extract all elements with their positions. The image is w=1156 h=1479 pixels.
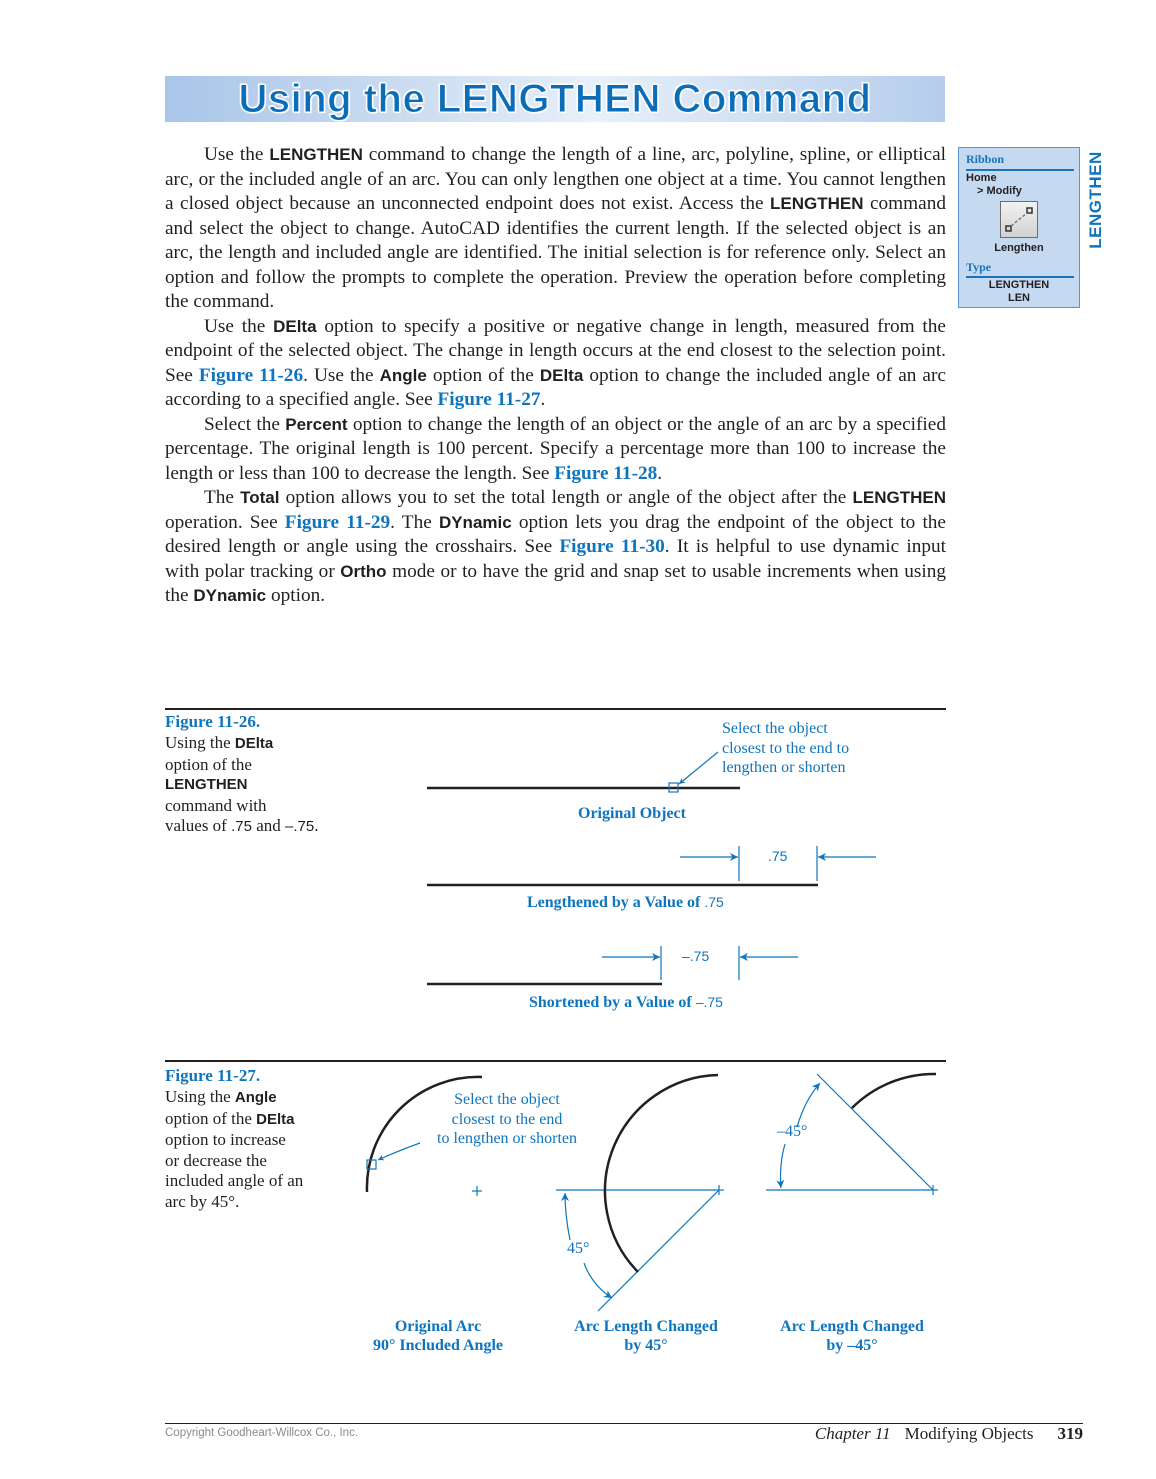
ribbon-panel: > Modify [977, 185, 1022, 197]
option-keyword: DElta [256, 1110, 295, 1128]
command-keyword: LENGTHEN [165, 776, 248, 793]
text: arc by 45°. [165, 1191, 240, 1211]
tool-label: Lengthen [994, 242, 1044, 254]
text: . It is helpful to use dynamic input with polar tracking or [165, 536, 946, 582]
label-line: by 45° [624, 1337, 668, 1354]
text: option of the [165, 1108, 257, 1128]
label-line: Arc Length Changed [574, 1318, 718, 1335]
figure-11-27-title: Figure 11-27. [165, 1066, 261, 1085]
option-keyword: Percent [285, 414, 348, 434]
text: option of the [165, 754, 252, 774]
text: included angle of an [165, 1171, 304, 1190]
option-keyword: Total [240, 488, 280, 507]
type-alias: LEN [1008, 292, 1030, 304]
angle-label-positive: 45° [567, 1240, 590, 1257]
dimension-value: .75 [768, 848, 788, 864]
text: values of [165, 816, 232, 835]
option-keyword: DYnamic [193, 586, 267, 605]
text: option. [266, 585, 326, 606]
chapter-title: Modifying Objects [904, 1424, 1034, 1443]
shortened-arc [852, 1074, 936, 1108]
dimension-value: –.75 [682, 948, 710, 964]
text: option to change the included angle of an arc according to a specified angle. See [165, 364, 946, 410]
text: command and select the object to change. AutoCAD identifies the current length. If the selected object is an arc, the length and included angle are identified. The initial selection is for reference only. Select an option and follow the prompts to complete the operation. Preview the operation before completing the command. [165, 193, 946, 312]
text: option allows you to set the total length or angle of the object after the [279, 487, 853, 508]
text: Using the [165, 733, 235, 752]
text: mode or to have the grid and snap set to usable increments when using the [165, 560, 946, 606]
text: Use the [204, 144, 270, 165]
text: command to change the length of a line, arc, polyline, spline, or elliptical arc, or the included angle of an arc. You can only lengthen one object at a time. You cannot lengthen a closed object because an unconnected endpoint does not exist. Access the [165, 144, 947, 214]
callout-line: Select the object [722, 720, 828, 737]
text: . [657, 462, 663, 484]
command-keyword: LENGTHEN [852, 488, 946, 507]
value: –.75 [695, 994, 723, 1010]
text: option to specify a positive or negative change in length, measured from the endpoint of the selected object. The change in length occurs at the end closest to the selection point. See [165, 315, 946, 386]
option-keyword: Angle [379, 365, 427, 385]
figure-link-11-28[interactable]: Figure 11-28 [554, 462, 658, 484]
callout-line: closest to the end [451, 1110, 563, 1128]
angle-arrow-icon [584, 1263, 612, 1298]
label-arc-changed-positive [561, 1317, 731, 1355]
label-original-arc [358, 1317, 518, 1355]
type-command: LENGTHEN [988, 279, 1050, 291]
callout-line: to lengthen or shorten [437, 1130, 577, 1147]
label-line: Arc Length Changed [780, 1318, 924, 1335]
label-line: Original Arc [394, 1318, 482, 1335]
figure-11-27-callout [422, 1090, 592, 1149]
angle-line [598, 1190, 719, 1311]
text: Using the [165, 1087, 235, 1106]
page-number: 319 [1057, 1424, 1083, 1443]
callout-line: lengthen or shorten [722, 759, 846, 776]
mode-keyword: Ortho [340, 561, 387, 581]
side-tab-label: LENGTHEN [1086, 151, 1105, 249]
leader-arrow-icon [378, 1143, 420, 1160]
angle-arrow-icon [797, 1083, 820, 1127]
text: or decrease the [165, 1150, 267, 1170]
label-line: 90° Included Angle [373, 1337, 503, 1354]
text: option of the [426, 364, 540, 386]
option-keyword: DYnamic [438, 512, 512, 532]
figure-link-11-30[interactable]: Figure 11-30 [559, 536, 665, 557]
figure-link-11-29[interactable]: Figure 11-29 [284, 511, 391, 533]
value: –.75 [285, 818, 315, 835]
text: Shortened by a Value of [529, 994, 696, 1011]
angle-arrow-icon [565, 1193, 570, 1240]
label-original-object: Original Object [578, 805, 686, 822]
value: .75 [704, 894, 724, 910]
value: .75 [231, 818, 252, 835]
text: . The [390, 511, 439, 533]
figure-link-11-27[interactable]: Figure 11-27 [437, 389, 541, 410]
option-keyword: Angle [234, 1089, 277, 1106]
option-keyword: DElta [539, 365, 584, 385]
ribbon-tab: Home [966, 172, 997, 184]
callout-line: closest to the end to [722, 739, 850, 757]
text: operation. See [165, 511, 285, 533]
text: option to change the length of an object or the angle of an arc by a specified percentage. The original length is 100 percent. Specify a percentage more than 100 to increase the length or less than 100 to decrease the length. See [165, 413, 946, 484]
text: . [314, 816, 319, 835]
figure-link-11-26[interactable]: Figure 11-26 [198, 364, 304, 386]
label-line: by –45° [826, 1337, 878, 1354]
command-keyword: LENGTHEN [769, 194, 864, 213]
text: option to increase [165, 1130, 286, 1149]
figure-11-26-title: Figure 11-26. [165, 712, 261, 731]
option-keyword: DElta [273, 316, 317, 336]
lengthened-arc [605, 1075, 718, 1272]
chapter-number: Chapter 11 [814, 1424, 891, 1443]
callout-line: Select the object [454, 1091, 560, 1108]
text: . [540, 389, 546, 410]
text: command with [165, 795, 267, 815]
ribbon-heading: Ribbon [966, 152, 1005, 166]
angle-label-negative: –45° [777, 1123, 808, 1140]
option-keyword: DElta [234, 735, 274, 752]
text: The [204, 487, 241, 508]
command-keyword: LENGTHEN [269, 145, 363, 164]
text: Use the [204, 315, 274, 337]
angle-arrow-icon [781, 1144, 786, 1188]
copyright: Copyright Goodheart-Willcox Co., Inc. [165, 1427, 359, 1439]
running-footer [815, 1424, 1083, 1444]
text: . Use the [303, 364, 380, 386]
label-arc-changed-negative [767, 1317, 937, 1355]
text: Lengthened by a Value of [527, 894, 705, 911]
type-heading: Type [966, 260, 992, 274]
text: and [251, 816, 285, 835]
text: Select the [204, 413, 286, 435]
page-title: Using the LENGTHEN Command [238, 77, 872, 121]
text: option lets you drag the endpoint of the object to the desired length or angle using the crosshairs. See [165, 511, 946, 557]
